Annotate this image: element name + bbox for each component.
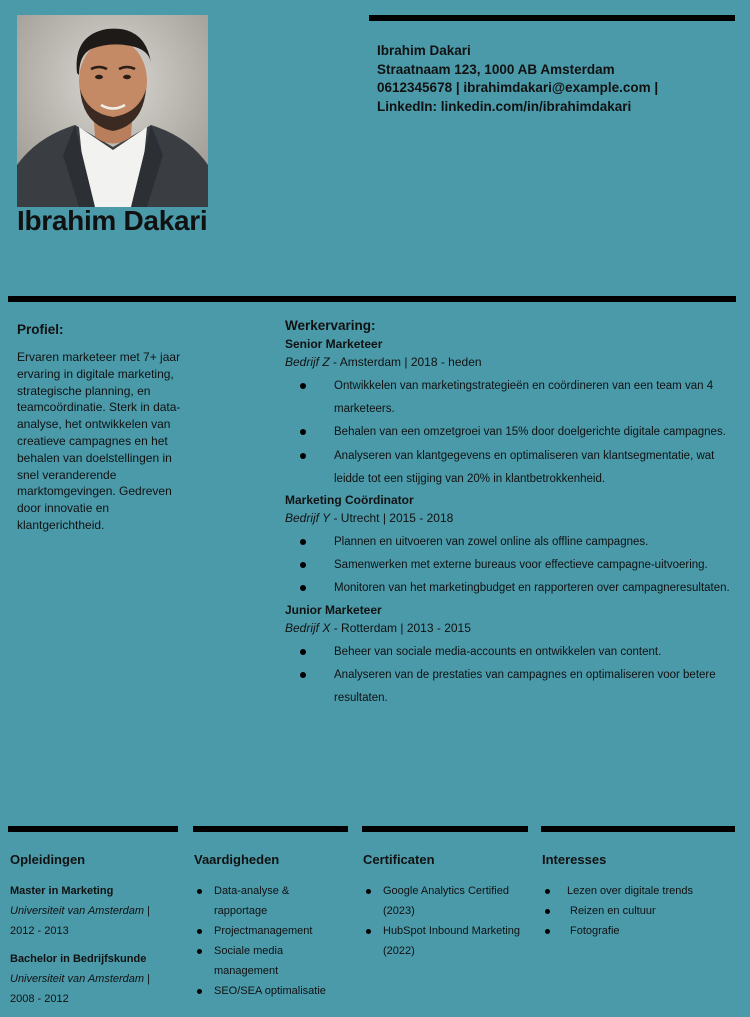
duty-item: Analyseren van de prestaties van campagnes en optimaliseren voor betere resultaten. <box>285 664 730 710</box>
contact-linkedin: LinkedIn: linkedin.com/in/ibrahimdakari <box>377 98 632 114</box>
education-degree: Bachelor in Bedrijfskunde <box>10 953 147 965</box>
job-company: Bedrijf X <box>285 620 331 635</box>
duty-item: Ontwikkelen van marketingstrategieën en coördineren van een team van 4 marketeers. <box>285 375 730 421</box>
interest-item: Fotografie <box>542 921 737 941</box>
work-title: Werkervaring: <box>285 318 376 333</box>
institution-name: Universiteit van Amsterdam <box>10 905 145 917</box>
certificate-item: HubSpot Inbound Marketing (2022) <box>363 921 525 961</box>
work-experience-section <box>285 318 730 710</box>
education-section <box>10 852 175 1017</box>
education-degree: Master in Marketing <box>10 885 114 897</box>
job-duties <box>285 375 730 491</box>
skill-item: Projectmanagement <box>194 921 344 941</box>
interests-rule <box>541 826 735 832</box>
job-entry <box>285 335 730 491</box>
job-meta <box>285 353 730 371</box>
duty-item: Behalen van een omzetgroei van 15% door doelgerichte digitale campagnes. <box>285 421 730 444</box>
candidate-name: Ibrahim Dakari <box>17 205 208 236</box>
skill-item: SEO/SEA optimalisatie <box>194 981 344 1001</box>
institution-name: Universiteit van Amsterdam <box>10 973 145 985</box>
contact-name: Ibrahim Dakari <box>377 43 471 58</box>
interests-title: Interesses <box>542 852 607 867</box>
certificates-title: Certificaten <box>363 852 435 867</box>
education-title: Opleidingen <box>10 852 86 867</box>
job-duties <box>285 531 730 601</box>
skill-item: Data-analyse & rapportage <box>194 881 344 921</box>
skills-section <box>194 852 344 1001</box>
contact-address: Straatnaam 123, 1000 AB Amsterdam <box>377 61 615 77</box>
skills-rule <box>193 826 348 832</box>
profile-title: Profiel: <box>17 322 64 337</box>
job-location-dates: - Utrecht | 2015 - 2018 <box>330 511 454 526</box>
education-institution <box>10 969 175 1009</box>
duty-item: Samenwerken met externe bureaus voor effectieve campagne-uitvoering. <box>285 554 730 577</box>
job-title: Junior Marketeer <box>285 602 382 617</box>
interest-item: Reizen en cultuur <box>542 901 737 921</box>
job-company: Bedrijf Z <box>285 355 330 369</box>
duty-item: Beheer van sociale media-accounts en ontwikkelen van content. <box>285 641 730 664</box>
certificate-item: Google Analytics Certified (2023) <box>363 881 525 921</box>
certificates-rule <box>362 826 528 832</box>
profile-text: Ervaren marketeer met 7+ jaar ervaring in digitale marketing, strategische planning, en teamcoördinatie. Sterk in data-analyse, het ontwikkelen van creatieve campagnes en het behalen van doelstellingen in snel veranderende marktomgevingen. Gedreven door innovatie en klantgerichtheid. <box>17 350 181 532</box>
skills-list <box>194 881 344 1001</box>
interests-section <box>542 852 737 941</box>
profile-section <box>17 322 189 534</box>
education-years: | 2012 - 2013 <box>10 905 151 937</box>
contact-phone-email: 0612345678 | ibrahimdakari@example.com | <box>377 80 659 95</box>
job-meta <box>285 509 730 527</box>
job-title: Marketing Coördinator <box>285 493 414 508</box>
certificates-section <box>363 852 525 961</box>
job-company: Bedrijf Y <box>285 511 331 526</box>
duty-item: Analyseren van klantgegevens en optimaliseren van klantsegmentatie, wat leidde tot een stijging van 20% in klantbetrokkenheid. <box>285 445 730 491</box>
job-location-dates: - Amsterdam | 2018 - heden <box>329 355 482 369</box>
interest-item: Lezen over digitale trends <box>542 881 737 901</box>
job-entry <box>285 601 730 711</box>
skills-title: Vaardigheden <box>194 852 280 867</box>
education-institution <box>10 901 175 941</box>
job-meta <box>285 619 730 637</box>
job-duties <box>285 641 730 711</box>
contact-block <box>377 42 727 116</box>
job-entry <box>285 491 730 601</box>
interests-list <box>542 881 737 941</box>
header-rule <box>369 15 735 21</box>
duty-item: Monitoren van het marketingbudget en rapporteren over campagneresultaten. <box>285 577 730 600</box>
profile-photo <box>17 15 208 207</box>
skill-item: Sociale media management <box>194 941 344 981</box>
section-divider-rule <box>8 296 736 302</box>
portrait-image <box>17 15 208 207</box>
job-location-dates: - Rotterdam | 2013 - 2015 <box>330 620 471 635</box>
education-rule <box>8 826 178 832</box>
certificates-list <box>363 881 525 961</box>
education-years: | 2008 - 2012 <box>10 973 151 1005</box>
duty-item: Plannen en uitvoeren van zowel online als offline campagnes. <box>285 531 730 554</box>
job-title: Senior Marketeer <box>285 337 383 351</box>
